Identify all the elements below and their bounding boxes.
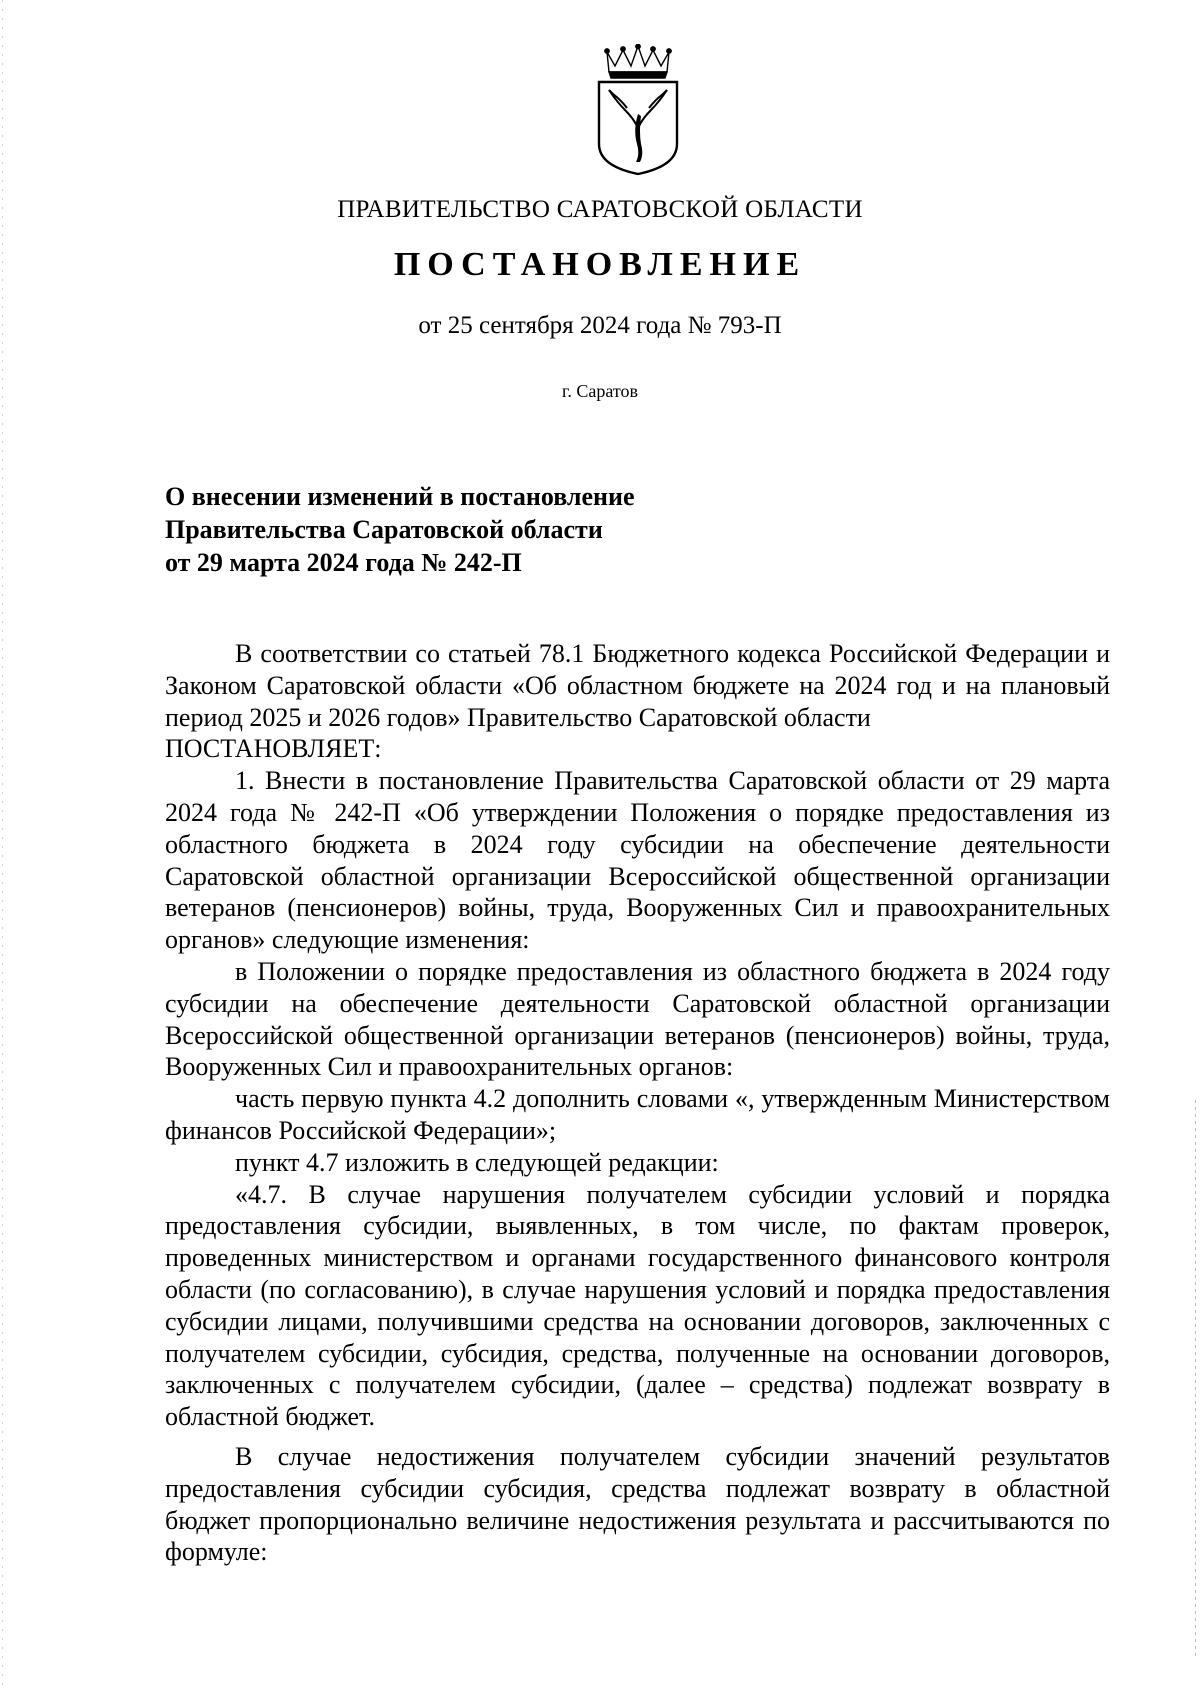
document-date-number: от 25 сентября 2024 года № 793-П — [418, 312, 782, 339]
title-line-1: О внесении изменений в постановление — [165, 482, 635, 511]
title-line-3: от 29 марта 2024 года № 242-П — [165, 548, 522, 577]
organization-name: ПРАВИТЕЛЬСТВО САРАТОВСКОЙ ОБЛАСТИ — [337, 196, 863, 223]
resolves-heading: ПОСТАНОВЛЯЕТ: — [165, 734, 382, 764]
document-title — [165, 480, 785, 579]
title-line-2: Правительства Саратовской области — [165, 515, 603, 544]
item-1-paragraph: 1. Внести в постановление Правительства Саратовской области от 29 марта 2024 года № 242-П «Об утверждении Положения о порядке предоставления из областного бюджета в 2024 году субсидии на обеспечение деятельности Саратовской областной организации Всероссийской общественной организации ветеранов (пенсионеров) войны, труда, Вооруженных Сил и правоохранительных органов» следующие изменения: — [165, 766, 1110, 955]
document-type: ПОСТАНОВЛЕНИЕ — [393, 246, 807, 283]
document-city: г. Саратов — [562, 381, 638, 401]
coat-of-arms-icon — [593, 44, 683, 176]
document-body — [165, 638, 1110, 1568]
amendment-4-2-paragraph: часть первую пункта 4.2 дополнить словами «, утвержденным Министерством финансов Российской Федерации»; — [165, 1084, 1110, 1145]
preamble-paragraph: В соответствии со статьей 78.1 Бюджетного кодекса Российской Федерации и Законом Саратовской области «Об областном бюджете на 2024 год и на плановый период 2025 и 2026 годов» Правительство Саратовской области — [165, 639, 1110, 732]
clause-4-7-paragraph: «4.7. В случае нарушения получателем субсидии условий и порядка предоставления субсидии, выявленных, в том числе, по фактам проверок, проведенных министерством и органами государственного финансового контроля области (по согласованию), в случае нарушения условий и порядка предоставления субсидии лицами, получившими средства на основании договоров, заключенных с получателем субсидии, субсидия, средства, полученные на основании договоров, заключенных с получателем субсидии, (далее – средства) подлежат возврату в областной бюджет. — [165, 1179, 1110, 1432]
scan-edge-right — [1195, 1100, 1196, 1660]
amendment-4-7-intro: пункт 4.7 изложить в следующей редакции: — [235, 1147, 719, 1177]
non-achievement-paragraph: В случае недостижения получателем субсидии значений результатов предоставления субсидии субсидия, средства подлежат возврату в областной бюджет пропорционально величине недостижения результата и рассчитываются по формуле: — [165, 1441, 1110, 1567]
regulation-paragraph: в Положении о порядке предоставления из областного бюджета в 2024 году субсидии на обеспечение деятельности Саратовской областной организации Всероссийской общественной организации ветеранов (пенсионеров) войны, труда, Вооруженных Сил и правоохранительных органов: — [165, 956, 1110, 1082]
